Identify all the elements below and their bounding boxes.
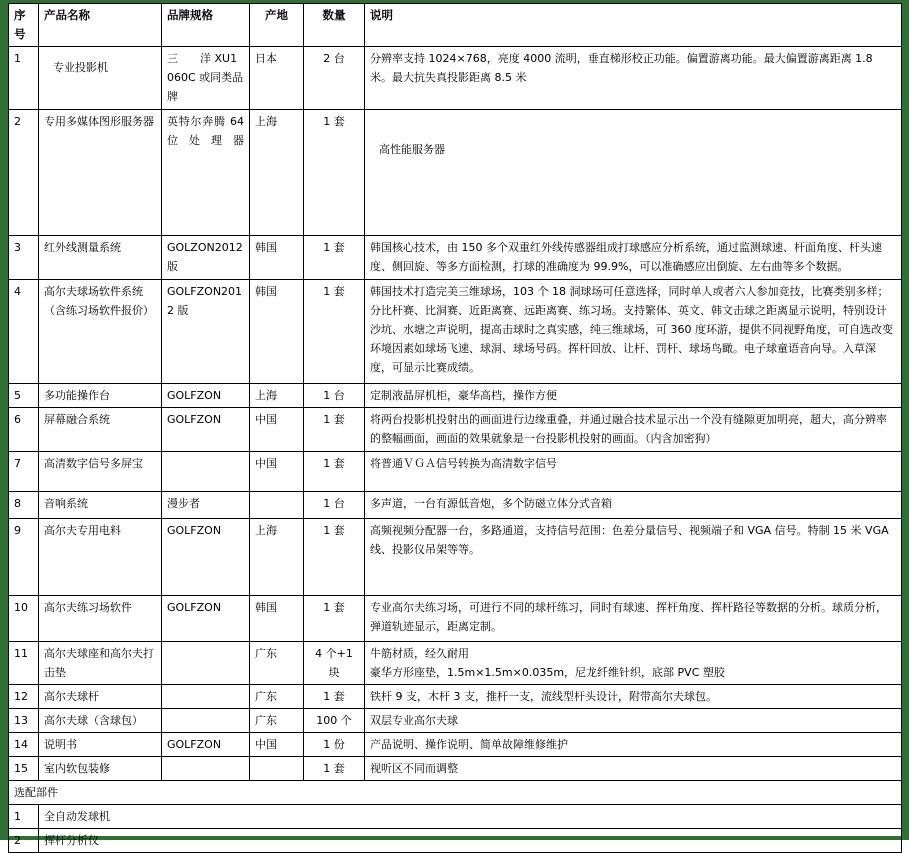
table-row <box>9 757 902 781</box>
brand-cell <box>162 642 250 685</box>
qty-cell: 1 套 <box>304 110 365 236</box>
name-cell: 高尔夫球场软件系统（含练习场软件报价） <box>39 280 162 384</box>
seq-cell: 2 <box>9 829 39 853</box>
name-cell: 专业投影机 <box>39 47 162 110</box>
name-cell: 高尔夫球杆 <box>39 685 162 709</box>
desc-cell: 定制液晶屏机柜，豪华高档，操作方便 <box>365 384 902 408</box>
table-row <box>9 596 902 642</box>
seq-cell: 9 <box>9 519 39 596</box>
seq-cell: 1 <box>9 805 39 829</box>
table-row <box>9 110 902 236</box>
origin-cell: 中国 <box>250 733 304 757</box>
origin-cell: 韩国 <box>250 596 304 642</box>
table-row <box>9 709 902 733</box>
header-row <box>9 4 902 47</box>
origin-cell: 中国 <box>250 408 304 452</box>
desc-cell: 分辨率支持 1024×768，亮度 4000 流明，垂直梯形校正功能。偏置游离功能。最大偏置游离距离 1.8 米。最大抗失真投影距离 8.5 米 <box>365 47 902 110</box>
qty-cell: 2 台 <box>304 47 365 110</box>
header-brand: 品牌规格 <box>162 4 250 47</box>
seq-cell: 12 <box>9 685 39 709</box>
table-row <box>9 452 902 492</box>
desc-line-2: 豪华方形座垫，1.5m×1.5m×0.035m，尼龙纤维针织，底部 PVC 塑胶 <box>370 666 725 679</box>
origin-cell: 广东 <box>250 685 304 709</box>
brand-cell: 三 洋 XU1060C 或同类品牌 <box>162 47 250 110</box>
desc-cell: 专业高尔夫练习场，可进行不同的球杆练习，同时有球速、挥杆角度、挥杆路径等数据的分析。球质分析，弹道轨迹显示，距离定制。 <box>365 596 902 642</box>
desc-cell: 双层专业高尔夫球 <box>365 709 902 733</box>
table-row <box>9 829 902 853</box>
seq-cell: 5 <box>9 384 39 408</box>
desc-cell: 多声道，一台有源低音炮，多个防磁立体分式音箱 <box>365 492 902 519</box>
optional-section-title: 选配部件 <box>9 781 902 805</box>
desc-cell: 将普通ＶＧＡ信号转换为高清数字信号 <box>365 452 902 492</box>
name-cell: 高尔夫练习场软件 <box>39 596 162 642</box>
seq-cell: 6 <box>9 408 39 452</box>
seq-cell: 3 <box>9 236 39 280</box>
brand-cell <box>162 709 250 733</box>
section-row <box>9 781 902 805</box>
seq-cell: 14 <box>9 733 39 757</box>
brand-cell <box>162 757 250 781</box>
qty-cell: 1 套 <box>304 519 365 596</box>
origin-cell: 上海 <box>250 110 304 236</box>
table-row <box>9 236 902 280</box>
qty-cell: 1 台 <box>304 384 365 408</box>
origin-cell: 中国 <box>250 452 304 492</box>
brand-cell: GOLFZON <box>162 519 250 596</box>
desc-cell <box>365 642 902 685</box>
name-cell: 屏幕融合系统 <box>39 408 162 452</box>
qty-cell: 4 个+1 块 <box>304 642 365 685</box>
table-row <box>9 280 902 384</box>
name-cell: 多功能操作台 <box>39 384 162 408</box>
table-row <box>9 492 902 519</box>
name-cell: 红外线测量系统 <box>39 236 162 280</box>
qty-cell: 1 套 <box>304 452 365 492</box>
seq-cell: 10 <box>9 596 39 642</box>
seq-cell: 11 <box>9 642 39 685</box>
name-cell: 挥杆分析仪 <box>39 829 902 853</box>
table-row <box>9 805 902 829</box>
table-row <box>9 642 902 685</box>
origin-cell <box>250 492 304 519</box>
brand-cell: 漫步者 <box>162 492 250 519</box>
brand-cell: GOLFZON <box>162 733 250 757</box>
qty-cell: 1 套 <box>304 408 365 452</box>
origin-cell: 上海 <box>250 384 304 408</box>
header-origin: 产地 <box>250 4 304 47</box>
desc-cell: 韩国技术打造完美三维球场，103 个 18 洞球场可任意选择，同时单人或者六人参加竞技，比赛类别多样；分比杆赛、比洞赛、近距离赛、远距离赛、练习场。支持繁体、英文、韩文击球之距离显示说明，特别设计沙坑、水塘之声说明，提高击球时之真实感，纯三维球场，可 360 度环游，提供不同视野角度，可自选改变环境因素如球场飞速、球洞、球场号码。挥杆回放、让杆、罚杆、球场鸟瞰。电子球童语音向导。入草深度，可显示比赛成绩。 <box>365 280 902 384</box>
seq-cell: 1 <box>9 47 39 110</box>
table-row <box>9 47 902 110</box>
name-cell: 高尔夫球（含球包） <box>39 709 162 733</box>
header-seq: 序号 <box>9 4 39 47</box>
desc-line-1: 牛筋材质，经久耐用 <box>370 647 469 660</box>
desc-cell: 高频视频分配器一台，多路通道，支持信号范围：色差分量信号、视频端子和 VGA 信号。特制 15 米 VGA 线、投影仪吊架等等。 <box>365 519 902 596</box>
qty-cell: 1 份 <box>304 733 365 757</box>
name-cell: 音响系统 <box>39 492 162 519</box>
brand-cell <box>162 685 250 709</box>
equipment-table <box>8 3 902 853</box>
desc-cell: 视听区不同而调整 <box>365 757 902 781</box>
origin-cell: 广东 <box>250 642 304 685</box>
brand-cell <box>162 452 250 492</box>
qty-cell: 1 套 <box>304 280 365 384</box>
desc-cell: 产品说明、操作说明、简单故障维修维护 <box>365 733 902 757</box>
name-cell: 高尔夫球座和高尔夫打击垫 <box>39 642 162 685</box>
brand-cell: GOLFZON <box>162 384 250 408</box>
brand-cell: GOLZON2012 版 <box>162 236 250 280</box>
origin-cell: 日本 <box>250 47 304 110</box>
origin-cell: 上海 <box>250 519 304 596</box>
brand-cell: GOLFZON <box>162 408 250 452</box>
header-qty: 数量 <box>304 4 365 47</box>
desc-cell: 高性能服务器 <box>365 110 902 236</box>
seq-cell: 4 <box>9 280 39 384</box>
name-cell: 说明书 <box>39 733 162 757</box>
qty-cell: 1 台 <box>304 492 365 519</box>
brand-cell: GOLFZON <box>162 596 250 642</box>
name-cell: 高清数字信号多屏宝 <box>39 452 162 492</box>
seq-cell: 7 <box>9 452 39 492</box>
table-row <box>9 384 902 408</box>
desc-cell: 韩国核心技术，由 150 多个双重红外线传感器组成打球感应分析系统，通过监测球速、杆面角度、杆头速度、侧回旋、等多方面检测，打球的准确度为 99.9%，可以准确感应出倒旋、左右曲等多个数据。 <box>365 236 902 280</box>
origin-cell: 韩国 <box>250 236 304 280</box>
table-row <box>9 519 902 596</box>
brand-cell: GOLFZON2012 版 <box>162 280 250 384</box>
qty-cell: 1 套 <box>304 757 365 781</box>
brand-cell: 英特尔奔腾 64 位处理器 <box>162 110 250 236</box>
origin-cell: 韩国 <box>250 280 304 384</box>
qty-cell: 100 个 <box>304 709 365 733</box>
header-desc: 说明 <box>365 4 902 47</box>
header-name: 产品名称 <box>39 4 162 47</box>
seq-cell: 13 <box>9 709 39 733</box>
name-cell: 高尔夫专用电料 <box>39 519 162 596</box>
qty-cell: 1 套 <box>304 236 365 280</box>
seq-cell: 2 <box>9 110 39 236</box>
name-cell: 全自动发球机 <box>39 805 902 829</box>
qty-cell: 1 套 <box>304 685 365 709</box>
origin-cell: 广东 <box>250 709 304 733</box>
table-row <box>9 408 902 452</box>
desc-cell: 铁杆 9 支，木杆 3 支，推杆一支，流线型杆头设计，附带高尔夫球包。 <box>365 685 902 709</box>
seq-cell: 8 <box>9 492 39 519</box>
qty-cell: 1 套 <box>304 596 365 642</box>
table-row <box>9 733 902 757</box>
desc-cell: 将两台投影机投射出的画面进行边缘重叠，并通过融合技术显示出一个没有缝隙更加明亮，超大，高分辨率的整幅画面，画面的效果就象是一台投影机投射的画面。（内含加密狗） <box>365 408 902 452</box>
table-row <box>9 685 902 709</box>
name-cell: 专用多媒体图形服务器 <box>39 110 162 236</box>
seq-cell: 15 <box>9 757 39 781</box>
origin-cell <box>250 757 304 781</box>
name-cell: 室内软包装修 <box>39 757 162 781</box>
